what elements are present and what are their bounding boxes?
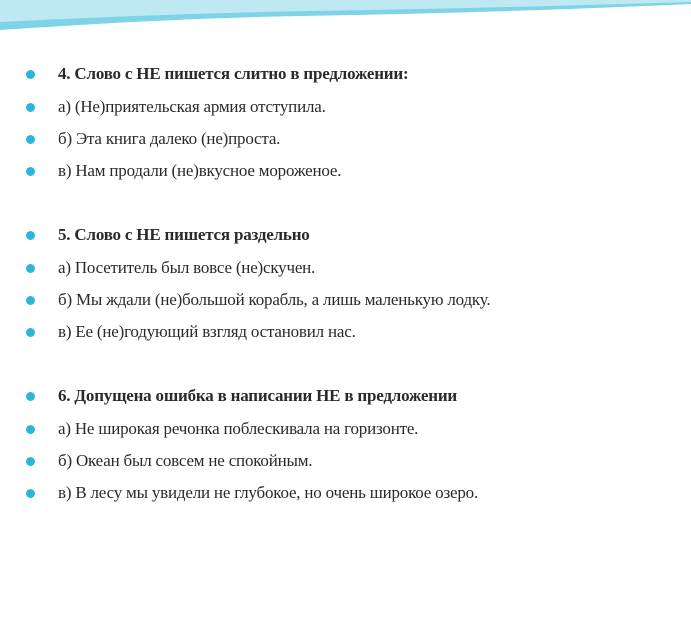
question-4-heading — [26, 62, 408, 86]
option-text: б) Океан был совсем не спокойным. — [58, 451, 313, 470]
question-4-option-a — [26, 95, 326, 119]
question-5-option-a — [26, 256, 315, 280]
bullet-icon — [26, 167, 35, 176]
question-6-option-a — [26, 417, 418, 441]
option-text: в) Нам продали (не)вкусное мороженое. — [58, 161, 342, 180]
decorative-wave — [0, 0, 691, 30]
bullet-icon — [26, 103, 35, 112]
question-heading-text: 4. Слово с НЕ пишется слитно в предложении: — [58, 64, 409, 83]
bullet-icon — [26, 457, 35, 466]
question-heading-text: 6. Допущена ошибка в написании НЕ в предложении — [58, 386, 458, 405]
blank-area — [0, 540, 691, 628]
bullet-icon — [26, 425, 35, 434]
question-6-option-c — [26, 481, 478, 505]
bullet-icon — [26, 328, 35, 337]
option-text: в) В лесу мы увидели не глубокое, но очень широкое озеро. — [58, 483, 478, 502]
option-text: в) Ее (не)годующий взгляд остановил нас. — [58, 322, 356, 341]
option-text: б) Мы ждали (не)большой корабль, а лишь маленькую лодку. — [58, 290, 491, 309]
question-5-option-b — [26, 288, 490, 312]
question-6-option-b — [26, 449, 312, 473]
bullet-icon — [26, 231, 35, 240]
option-text: а) Не широкая речонка поблескивала на горизонте. — [58, 419, 419, 438]
question-5-heading — [26, 223, 310, 247]
option-text: а) Посетитель был вовсе (не)скучен. — [58, 258, 316, 277]
bullet-icon — [26, 489, 35, 498]
question-6-heading — [26, 384, 457, 408]
option-text: б) Эта книга далеко (не)проста. — [58, 129, 281, 148]
question-5-option-c — [26, 320, 356, 344]
bullet-icon — [26, 296, 35, 305]
bullet-icon — [26, 264, 35, 273]
bullet-icon — [26, 135, 35, 144]
question-4-option-b — [26, 127, 280, 151]
question-heading-text: 5. Слово с НЕ пишется раздельно — [58, 225, 310, 244]
bullet-icon — [26, 70, 35, 79]
question-4-option-c — [26, 159, 341, 183]
option-text: а) (Не)приятельская армия отступила. — [58, 97, 326, 116]
bullet-icon — [26, 392, 35, 401]
